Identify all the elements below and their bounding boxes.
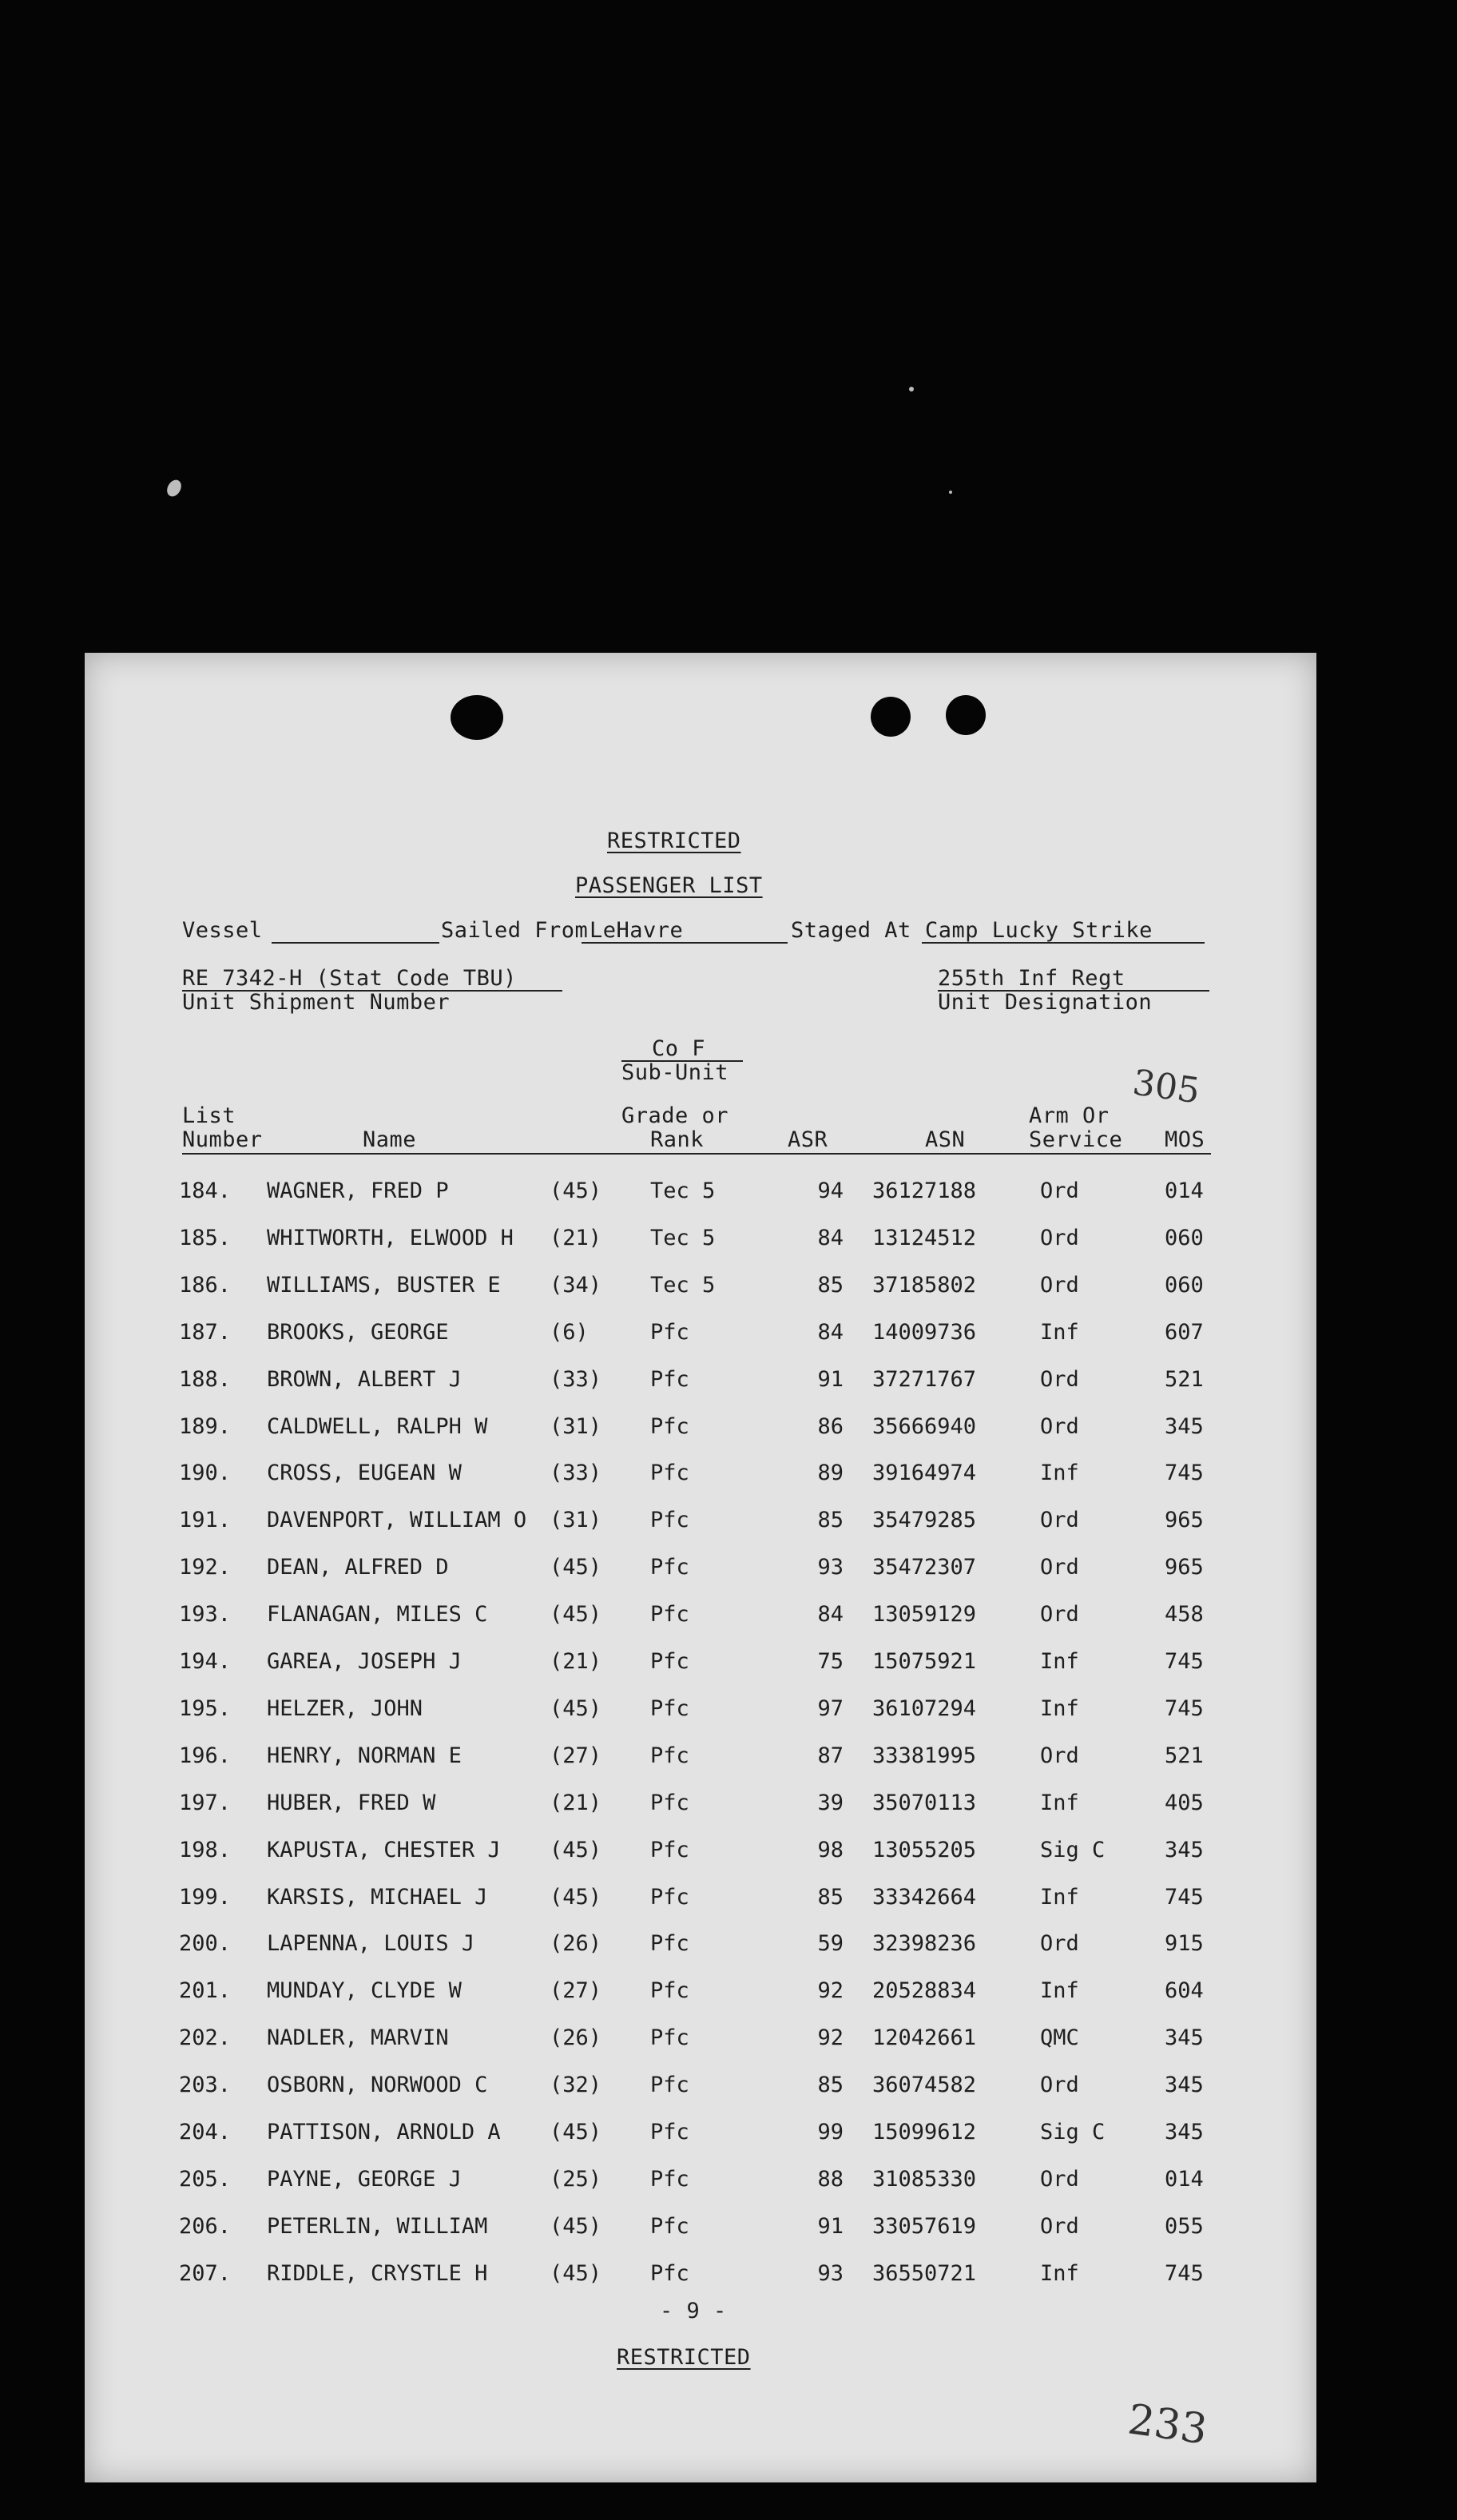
sailed-from-label: Sailed From [441,918,589,943]
cell-name: WAGNER, FRED P [267,1179,449,1203]
table-row [85,1791,1316,1822]
film-speck [165,477,185,499]
cell-name: NADLER, MARVIN [267,2025,449,2051]
cell-asr: 92 [817,2025,844,2051]
cell-age: (25) [550,2166,602,2192]
cell-mos: 521 [1165,1743,1204,1768]
table-row [85,1367,1316,1399]
cell-mos: 915 [1165,1931,1204,1957]
cell-mos: 345 [1165,1837,1204,1862]
cell-num: 191. [179,1508,232,1533]
cell-name: BROOKS, GEORGE [267,1319,449,1345]
cell-age: (45) [550,1179,602,1203]
cell-grade: Pfc [650,1319,689,1345]
cell-asn: 13055205 [872,1837,977,1862]
cell-asr: 89 [817,1461,844,1486]
vessel-label: Vessel [182,918,263,943]
cell-arm: Inf [1040,1790,1079,1815]
col-name: Name [363,1127,417,1152]
handwritten-number-top: 305 [1129,1062,1203,1112]
cell-num: 187. [179,1319,232,1345]
cell-grade: Pfc [650,2213,689,2239]
cell-num: 204. [179,2120,232,2144]
punch-hole-right [946,695,986,735]
cell-asn: 35070113 [872,1790,977,1815]
cell-grade: Pfc [650,1366,689,1392]
cell-age: (45) [550,2120,602,2144]
cell-arm: Ord [1040,1508,1079,1533]
cell-asn: 33342664 [872,1884,977,1910]
cell-arm: Inf [1040,1461,1079,1486]
cell-num: 186. [179,1272,232,1298]
cell-num: 206. [179,2213,232,2239]
cell-asn: 14009736 [872,1319,977,1345]
cell-grade: Pfc [650,2073,689,2098]
cell-grade: Pfc [650,2025,689,2051]
cell-mos: 345 [1165,1413,1204,1439]
cell-name: KARSIS, MICHAEL J [267,1884,488,1910]
cell-age: (45) [550,1837,602,1862]
cell-name: PETERLIN, WILLIAM [267,2213,488,2239]
cell-asr: 86 [817,1413,844,1439]
table-row [85,1978,1316,2010]
staged-at-value: Camp Lucky Strike [925,918,1153,943]
cell-name: RIDDLE, CRYSTLE H [267,2260,488,2286]
cell-name: GAREA, JOSEPH J [267,1649,462,1674]
cell-grade: Pfc [650,2166,689,2192]
cell-name: DAVENPORT, WILLIAM O [267,1508,527,1533]
col-asr: ASR [788,1127,828,1152]
cell-age: (21) [550,1790,602,1815]
cell-arm: Ord [1040,1366,1079,1392]
cell-arm: Ord [1040,2073,1079,2098]
cell-grade: Pfc [650,1931,689,1957]
cell-asr: 75 [817,1649,844,1674]
cell-num: 207. [179,2260,232,2286]
cell-age: (45) [550,1555,602,1580]
cell-name: FLANAGAN, MILES C [267,1602,488,1628]
cell-asr: 85 [817,1272,844,1298]
cell-asr: 88 [817,2166,844,2192]
cell-grade: Pfc [650,1602,689,1628]
cell-arm: Ord [1040,1225,1079,1250]
unit-designation-label: Unit Designation [938,990,1153,1015]
cell-asn: 15075921 [872,1649,977,1674]
col-arm-2: Service [1029,1127,1123,1152]
cell-age: (26) [550,1931,602,1957]
cell-mos: 060 [1165,1272,1204,1298]
cell-asn: 39164974 [872,1461,977,1486]
cell-arm: Ord [1040,2213,1079,2239]
cell-age: (27) [550,1743,602,1768]
col-list-number-2: Number [182,1127,263,1152]
cell-asr: 84 [817,1225,844,1250]
cell-age: (31) [550,1508,602,1533]
cell-age: (45) [550,1884,602,1910]
cell-num: 197. [179,1790,232,1815]
cell-name: CALDWELL, RALPH W [267,1413,488,1439]
cell-asn: 20528834 [872,1978,977,2004]
cell-asn: 36107294 [872,1695,977,1721]
cell-age: (32) [550,2073,602,2098]
cell-asr: 92 [817,1978,844,2004]
cell-mos: 521 [1165,1366,1204,1392]
cell-name: BROWN, ALBERT J [267,1366,462,1392]
cell-grade: Pfc [650,1743,689,1768]
passenger-list-page [85,653,1316,2482]
cell-name: WILLIAMS, BUSTER E [267,1272,501,1298]
cell-asn: 36550721 [872,2260,977,2286]
cell-mos: 745 [1165,1884,1204,1910]
cell-asr: 84 [817,1319,844,1345]
table-row [85,1885,1316,1917]
cell-num: 185. [179,1225,232,1250]
cell-age: (45) [550,2213,602,2239]
cell-mos: 745 [1165,1695,1204,1721]
cell-num: 202. [179,2025,232,2051]
cell-arm: Ord [1040,2166,1079,2192]
col-arm-1: Arm Or [1029,1103,1110,1128]
cell-arm: Inf [1040,1978,1079,2004]
cell-num: 193. [179,1602,232,1628]
cell-mos: 345 [1165,2073,1204,2098]
col-mos: MOS [1165,1127,1205,1152]
column-header-rule [182,1153,1211,1155]
cell-asn: 35472307 [872,1555,977,1580]
cell-arm: Inf [1040,2260,1079,2286]
cell-name: LAPENNA, LOUIS J [267,1931,475,1957]
cell-name: PAYNE, GEORGE J [267,2166,462,2192]
cell-asr: 85 [817,1884,844,1910]
cell-asr: 85 [817,1508,844,1533]
table-row [85,1649,1316,1681]
cell-num: 201. [179,1978,232,2004]
cell-name: PATTISON, ARNOLD A [267,2120,501,2144]
page-title: PASSENGER LIST [575,873,763,898]
sub-unit-label: Sub-Unit [621,1060,729,1085]
cell-asn: 36074582 [872,2073,977,2098]
cell-age: (33) [550,1461,602,1486]
cell-arm: Ord [1040,1179,1079,1203]
cell-name: DEAN, ALFRED D [267,1555,449,1580]
cell-arm: Inf [1040,1884,1079,1910]
cell-mos: 055 [1165,2213,1204,2239]
cell-grade: Pfc [650,1837,689,1862]
cell-name: KAPUSTA, CHESTER J [267,1837,501,1862]
cell-asn: 32398236 [872,1931,977,1957]
cell-mos: 607 [1165,1319,1204,1345]
cell-asn: 13059129 [872,1602,977,1628]
cell-grade: Pfc [650,1508,689,1533]
table-row [85,1179,1316,1210]
cell-num: 194. [179,1649,232,1674]
cell-arm: Inf [1040,1649,1079,1674]
cell-arm: Ord [1040,1413,1079,1439]
cell-asr: 98 [817,1837,844,1862]
cell-asr: 97 [817,1695,844,1721]
cell-asr: 39 [817,1790,844,1815]
cell-asr: 59 [817,1931,844,1957]
cell-asn: 35479285 [872,1508,977,1533]
cell-grade: Pfc [650,1555,689,1580]
cell-mos: 745 [1165,1649,1204,1674]
cell-arm: Ord [1040,1555,1079,1580]
table-row [85,1838,1316,1870]
cell-asr: 87 [817,1743,844,1768]
cell-asn: 36127188 [872,1179,977,1203]
cell-name: WHITWORTH, ELWOOD H [267,1225,514,1250]
cell-num: 200. [179,1931,232,1957]
cell-mos: 345 [1165,2025,1204,2051]
cell-age: (45) [550,1602,602,1628]
page-number: - 9 - [660,2299,727,2323]
cell-grade: Pfc [650,2120,689,2144]
cell-num: 199. [179,1884,232,1910]
unit-shipment-number: RE 7342-H (Stat Code TBU) [182,966,517,991]
cell-num: 190. [179,1461,232,1486]
cell-num: 188. [179,1366,232,1392]
cell-num: 203. [179,2073,232,2098]
col-grade-1: Grade or [621,1103,729,1128]
cell-asn: 35666940 [872,1413,977,1439]
cell-arm: QMC [1040,2025,1079,2051]
cell-asn: 37271767 [872,1366,977,1392]
cell-asr: 93 [817,1555,844,1580]
cell-asn: 12042661 [872,2025,977,2051]
cell-name: HUBER, FRED W [267,1790,436,1815]
staged-at-label: Staged At [791,918,911,943]
vessel-blank [272,942,439,944]
table-row [85,2025,1316,2057]
table-row [85,1602,1316,1634]
cell-mos: 405 [1165,1790,1204,1815]
punch-hole-left [451,695,503,740]
cell-mos: 014 [1165,2166,1204,2192]
sub-unit-value: Co F [652,1036,706,1061]
cell-asn: 33381995 [872,1743,977,1768]
cell-num: 198. [179,1837,232,1862]
cell-asr: 93 [817,2260,844,2286]
cell-age: (27) [550,1978,602,2004]
cell-grade: Tec 5 [650,1272,716,1298]
film-speck [909,387,914,392]
punch-hole-middle [871,697,911,737]
cell-grade: Pfc [650,1461,689,1486]
table-row [85,2261,1316,2293]
cell-grade: Pfc [650,1413,689,1439]
cell-mos: 965 [1165,1508,1204,1533]
unit-designation: 255th Inf Regt [938,966,1126,991]
cell-asr: 99 [817,2120,844,2144]
cell-name: HELZER, JOHN [267,1695,423,1721]
col-grade-2: Rank [650,1127,705,1152]
cell-arm: Ord [1040,1931,1079,1957]
cell-age: (34) [550,1272,602,1298]
cell-grade: Pfc [650,1884,689,1910]
cell-arm: Ord [1040,1272,1079,1298]
cell-num: 196. [179,1743,232,1768]
table-row [85,2120,1316,2152]
cell-arm: Inf [1040,1319,1079,1345]
restricted-footer: RESTRICTED [617,2345,751,2370]
cell-arm: Sig C [1040,1837,1106,1862]
cell-age: (45) [550,2260,602,2286]
cell-asr: 91 [817,1366,844,1392]
cell-mos: 745 [1165,1461,1204,1486]
cell-asn: 31085330 [872,2166,977,2192]
cell-grade: Pfc [650,1978,689,2004]
table-row [85,2167,1316,2199]
film-speck [949,491,952,494]
cell-mos: 060 [1165,1225,1204,1250]
table-row [85,1931,1316,1963]
cell-asr: 85 [817,2073,844,2098]
cell-num: 192. [179,1555,232,1580]
sailed-from-value: LeHavre [590,918,684,943]
cell-asr: 94 [817,1179,844,1203]
cell-grade: Pfc [650,1695,689,1721]
col-list-number-1: List [182,1103,236,1128]
cell-mos: 014 [1165,1179,1204,1203]
cell-arm: Ord [1040,1602,1079,1628]
table-row [85,1461,1316,1493]
cell-age: (26) [550,2025,602,2051]
cell-asr: 84 [817,1602,844,1628]
cell-name: MUNDAY, CLYDE W [267,1978,462,2004]
table-row [85,1320,1316,1352]
cell-age: (33) [550,1366,602,1392]
table-row [85,1414,1316,1446]
cell-mos: 745 [1165,2260,1204,2286]
cell-asn: 37185802 [872,1272,977,1298]
unit-shipment-label: Unit Shipment Number [182,990,451,1015]
cell-num: 195. [179,1695,232,1721]
restricted-header: RESTRICTED [607,829,741,853]
cell-age: (45) [550,1695,602,1721]
cell-grade: Tec 5 [650,1179,716,1203]
cell-grade: Pfc [650,2260,689,2286]
cell-arm: Sig C [1040,2120,1106,2144]
cell-asn: 15099612 [872,2120,977,2144]
cell-grade: Tec 5 [650,1225,716,1250]
handwritten-number-bottom: 233 [1125,2395,1210,2454]
table-row [85,2073,1316,2105]
cell-name: HENRY, NORMAN E [267,1743,462,1768]
cell-mos: 604 [1165,1978,1204,2004]
table-row [85,1508,1316,1540]
cell-asr: 91 [817,2213,844,2239]
cell-age: (31) [550,1413,602,1439]
cell-asn: 13124512 [872,1225,977,1250]
cell-num: 205. [179,2166,232,2192]
cell-grade: Pfc [650,1790,689,1815]
cell-grade: Pfc [650,1649,689,1674]
table-row [85,1226,1316,1258]
table-row [85,1555,1316,1587]
cell-num: 189. [179,1413,232,1439]
cell-age: (21) [550,1649,602,1674]
cell-mos: 458 [1165,1602,1204,1628]
cell-age: (6) [550,1319,589,1345]
col-asn: ASN [925,1127,966,1152]
cell-arm: Ord [1040,1743,1079,1768]
cell-asn: 33057619 [872,2213,977,2239]
cell-arm: Inf [1040,1695,1079,1721]
cell-name: CROSS, EUGEAN W [267,1461,462,1486]
table-row [85,1273,1316,1305]
table-row [85,2214,1316,2246]
cell-mos: 965 [1165,1555,1204,1580]
cell-num: 184. [179,1179,232,1203]
cell-mos: 345 [1165,2120,1204,2144]
cell-age: (21) [550,1225,602,1250]
table-row [85,1743,1316,1775]
table-row [85,1696,1316,1728]
cell-name: OSBORN, NORWOOD C [267,2073,488,2098]
